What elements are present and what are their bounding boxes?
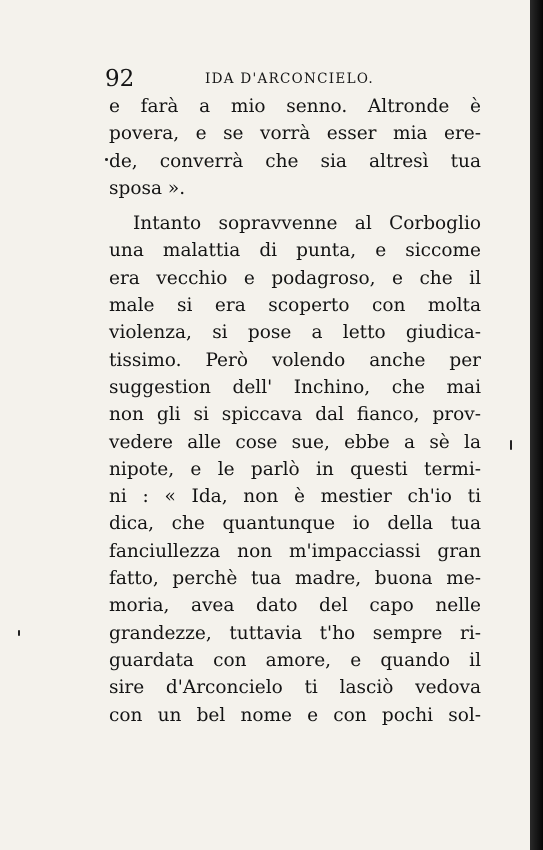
text-line: moria, avea dato del capo nelle [109,595,481,617]
text-line: male si era scoperto con molta [109,295,481,317]
text-line: sposa ». [109,177,186,199]
text-line: era vecchio e podagroso, e che il [109,267,481,289]
text-line: grandezze, tuttavia t'ho sempre ri- [109,622,481,644]
page-edge-shadow [530,0,543,850]
ink-speck [18,630,20,636]
text-line: guardata con amore, e quando il [109,649,481,671]
text-line: una malattia di punta, e siccome [109,240,481,262]
text-line: non gli si spiccava dal fianco, prov- [109,404,481,426]
text-line: fatto, perchè tua madre, buona me- [109,568,481,590]
body-text [109,93,481,729]
text-line: ni : « Ida, non è mestier ch'io ti [109,486,481,508]
text-line: con un bel nome e con pochi sol- [109,704,481,726]
text-line: nipote, e le parlò in questi termi- [109,458,481,480]
text-line: violenza, si pose a letto giudica- [109,322,481,344]
text-line: de, converrà che sia altresì tua [109,150,481,172]
page-number: 92 [105,66,135,92]
text-line: e farà a mio senno. Altronde è [109,96,481,117]
text-line: vedere alle cose sue, ebbe a sè la [109,431,481,453]
running-title: IDA D'ARCONCIELO. [205,71,375,87]
ink-speck [510,440,512,450]
text-line: dica, che quantunque io della tua [109,513,481,535]
page-header [105,66,495,96]
text-line: sire d'Arconcielo ti lasciò vedova [109,677,481,699]
text-line: povera, e se vorrà esser mia ere- [109,123,481,145]
text-line: fanciullezza non m'impacciassi gran [109,540,481,562]
ink-speck [105,158,108,161]
text-line: suggestion dell' Inchino, che mai [109,376,481,398]
text-line: Intanto sopravvenne al Corboglio [133,213,481,235]
text-line: tissimo. Però volendo anche per [109,349,481,371]
